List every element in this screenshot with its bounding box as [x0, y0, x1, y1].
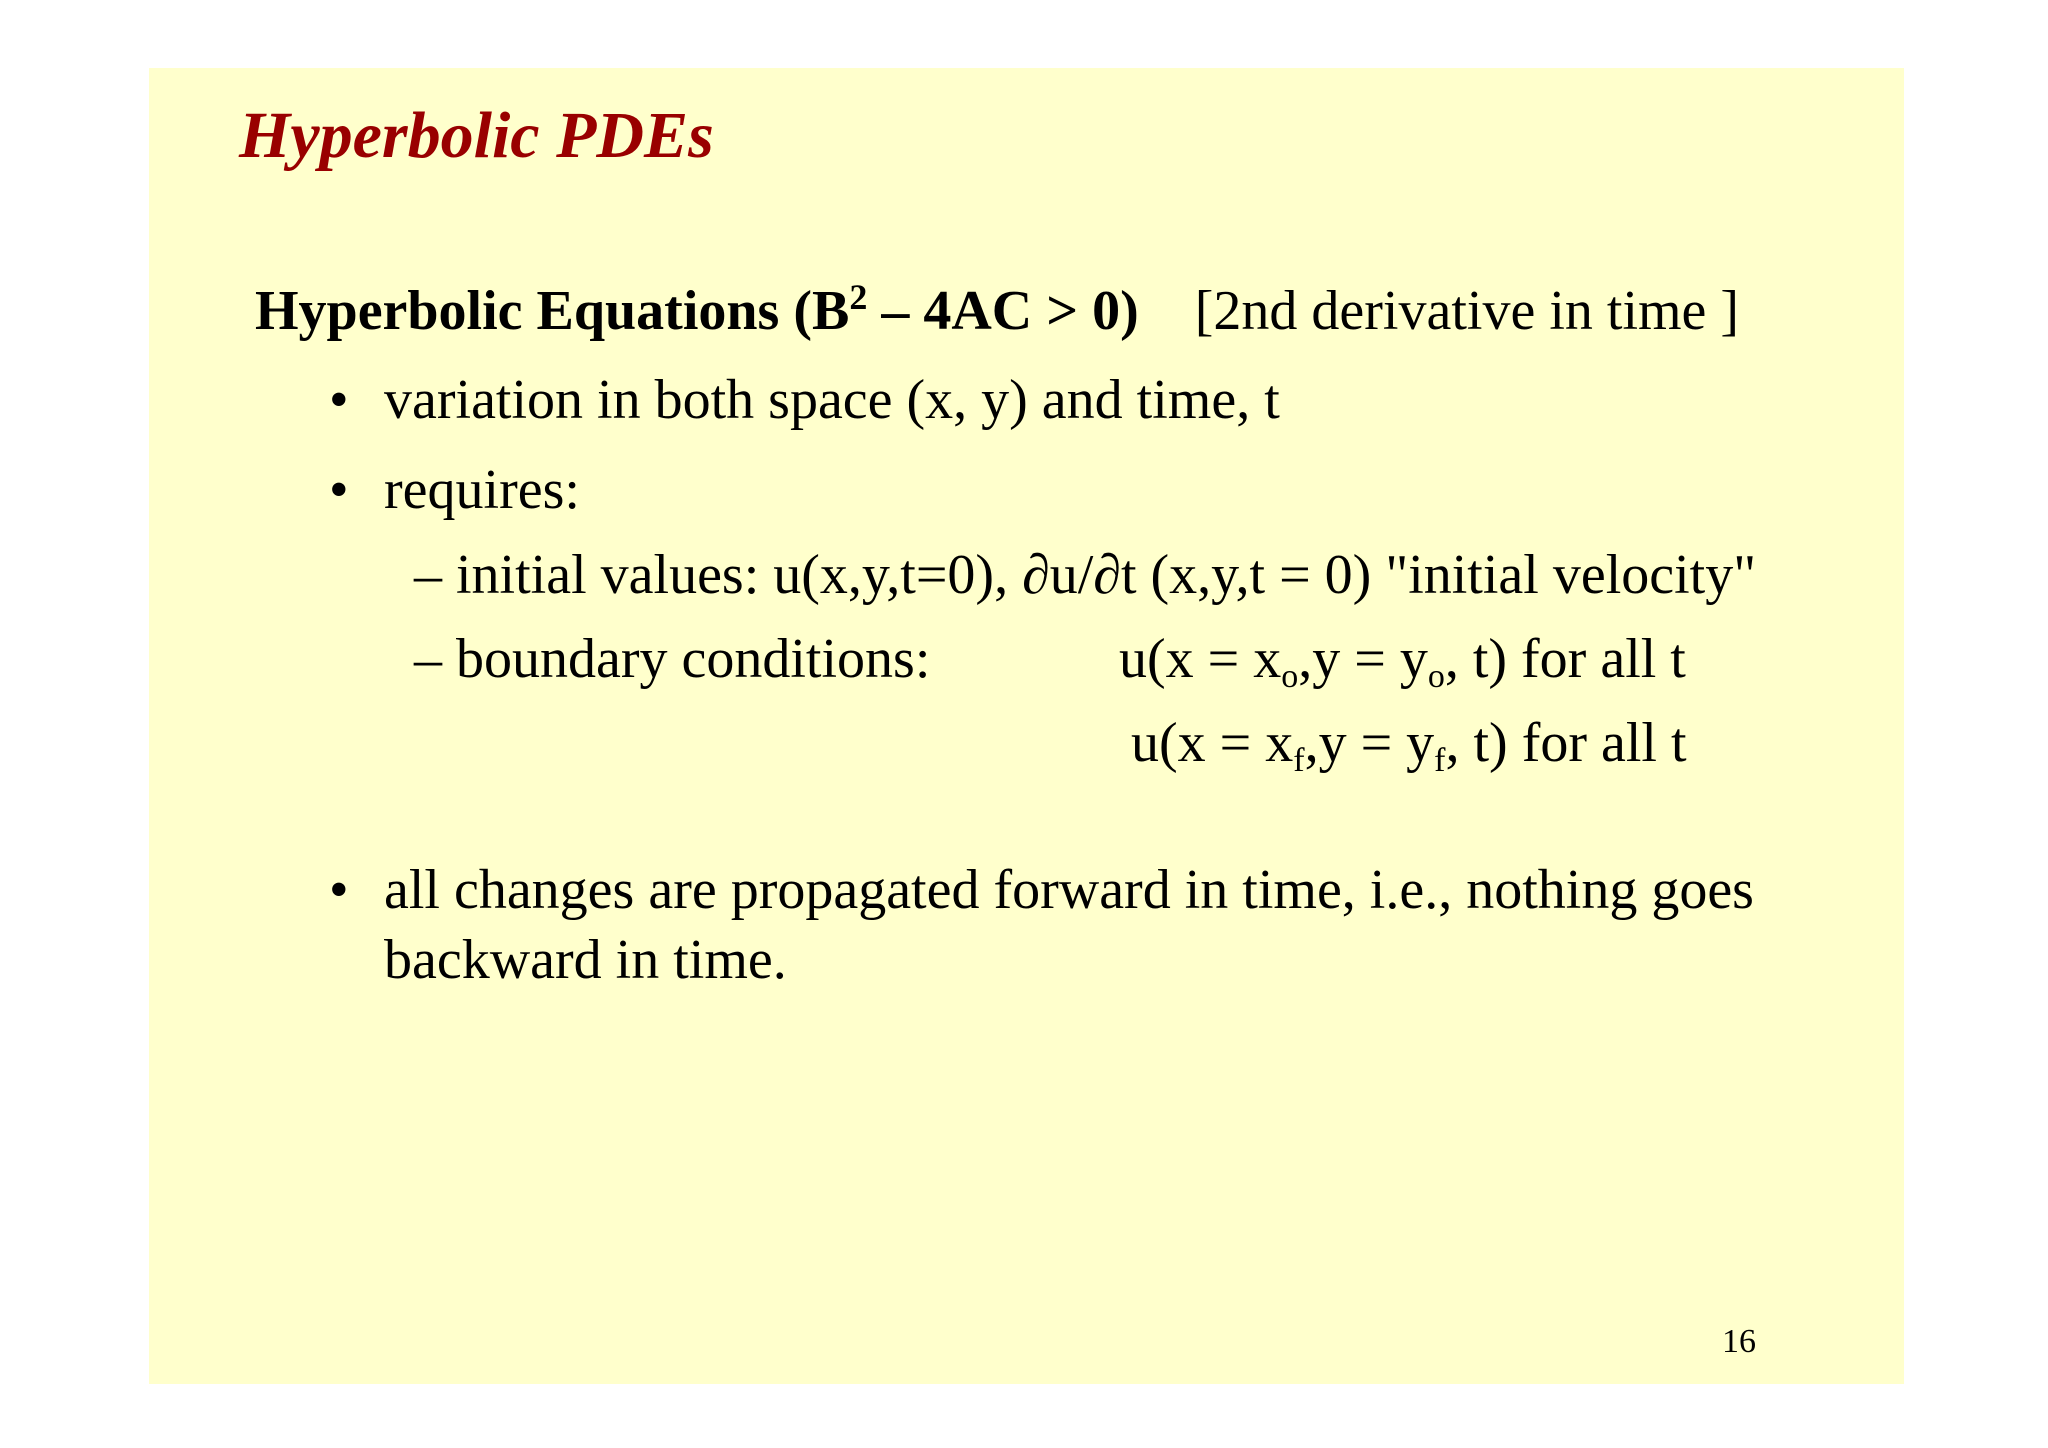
bullet-text: variation in both space (x, y) and time, t [384, 369, 1280, 431]
bc1-part-b: ,y = y [1298, 628, 1428, 690]
heading-bold-end: – 4AC > 0) [867, 280, 1139, 342]
heading-bold [255, 277, 1139, 342]
bc1-subscript-2: o [1427, 658, 1445, 695]
bullet-text: all changes are propagated forward in time, i.e., nothing goes [384, 859, 1754, 921]
heading-superscript: 2 [849, 277, 868, 317]
bc2-subscript-1: f [1293, 742, 1305, 779]
bc1-part-c: , t) for all t [1444, 628, 1686, 690]
bc2-part-a: u(x = x [1131, 712, 1294, 774]
bc1-subscript-1: o [1281, 658, 1299, 695]
bullet-icon: • [329, 859, 349, 921]
bc1-part-a: u(x = x [1119, 628, 1282, 690]
bullet-text: requires: [384, 459, 580, 521]
section-heading [255, 279, 1739, 343]
bc2-part-b: ,y = y [1304, 712, 1435, 774]
heading-bold-start: Hyperbolic Equations (B [255, 280, 850, 342]
boundary-condition-2 [1131, 711, 1687, 779]
sub-item-initial-values: – initial values: u(x,y,t=0), ∂u/∂t (x,y,t = 0) "initial velocity" [414, 544, 1757, 606]
bullet-continuation: backward in time. [384, 929, 787, 991]
slide [149, 68, 1904, 1384]
slide-title: Hyperbolic PDEs [239, 99, 714, 172]
page-number: 16 [1722, 1323, 1756, 1360]
bc2-subscript-2: f [1434, 742, 1446, 779]
sub-item-boundary-label: – boundary conditions: [414, 628, 931, 690]
bullet-icon: • [329, 369, 349, 431]
heading-note: [2nd derivative in time ] [1194, 280, 1740, 342]
bc2-part-c: , t) for all t [1445, 712, 1687, 774]
bullet-icon: • [329, 459, 349, 521]
boundary-condition-1 [1119, 627, 1686, 695]
